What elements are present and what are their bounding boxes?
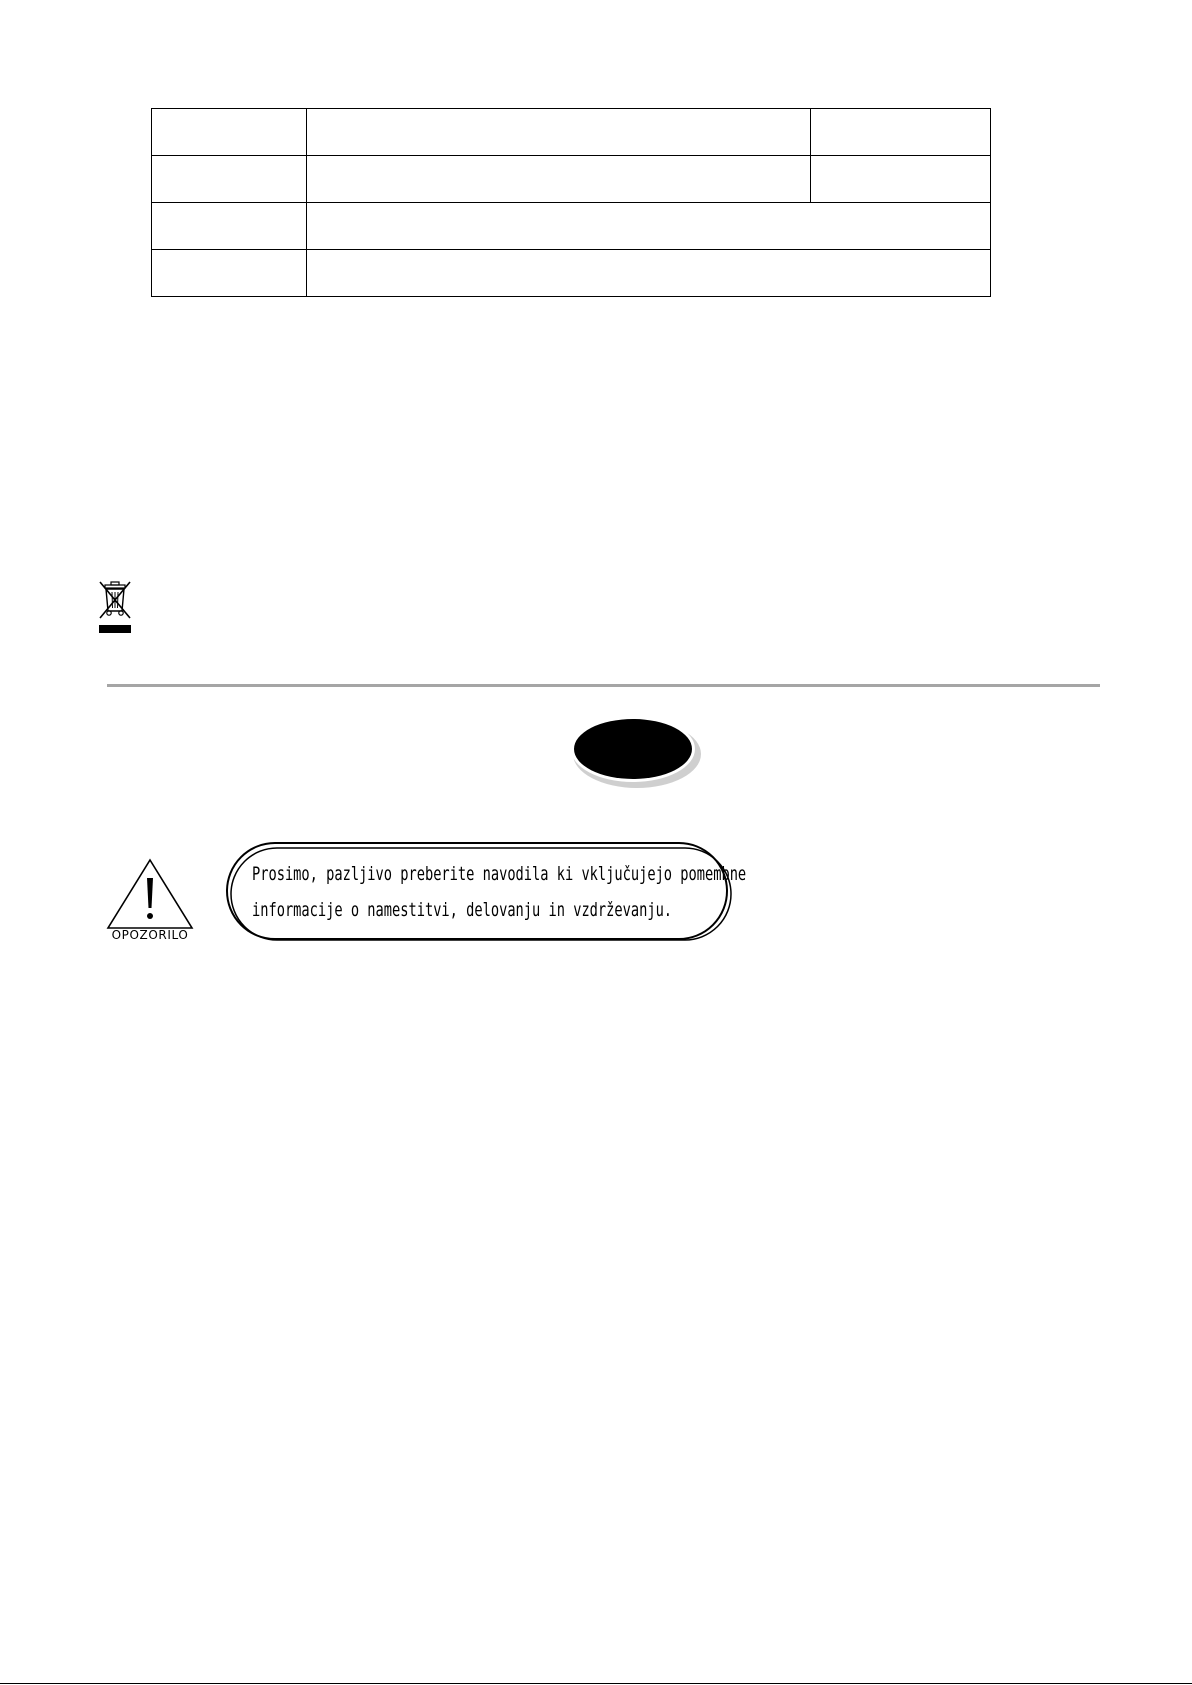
product-info-table bbox=[151, 108, 991, 297]
table-cell bbox=[811, 156, 991, 203]
warning-label: OPOZORILO bbox=[111, 928, 189, 942]
notice-text bbox=[252, 856, 747, 928]
table-cell bbox=[306, 203, 990, 250]
table-cell bbox=[152, 156, 307, 203]
table-cell bbox=[306, 250, 990, 297]
page-bottom-rule bbox=[0, 1683, 1192, 1684]
table-cell bbox=[152, 109, 307, 156]
notice-line: Prosimo, pazljivo preberite navodila ki vključujejo pomembne bbox=[252, 863, 747, 885]
notice-line: informacije o namestitvi, delovanju in vzdrževanju. bbox=[252, 899, 673, 921]
table-cell bbox=[152, 203, 307, 250]
table-row bbox=[152, 109, 991, 156]
table-cell bbox=[306, 109, 811, 156]
table-row bbox=[152, 250, 991, 297]
section-divider bbox=[107, 684, 1100, 687]
table-cell bbox=[152, 250, 307, 297]
table-row bbox=[152, 203, 991, 250]
crossed-out-wheelie-bin-icon bbox=[97, 580, 133, 634]
table-row bbox=[152, 156, 991, 203]
table-cell bbox=[306, 156, 811, 203]
black-oval-badge bbox=[567, 712, 702, 790]
table-cell bbox=[811, 109, 991, 156]
